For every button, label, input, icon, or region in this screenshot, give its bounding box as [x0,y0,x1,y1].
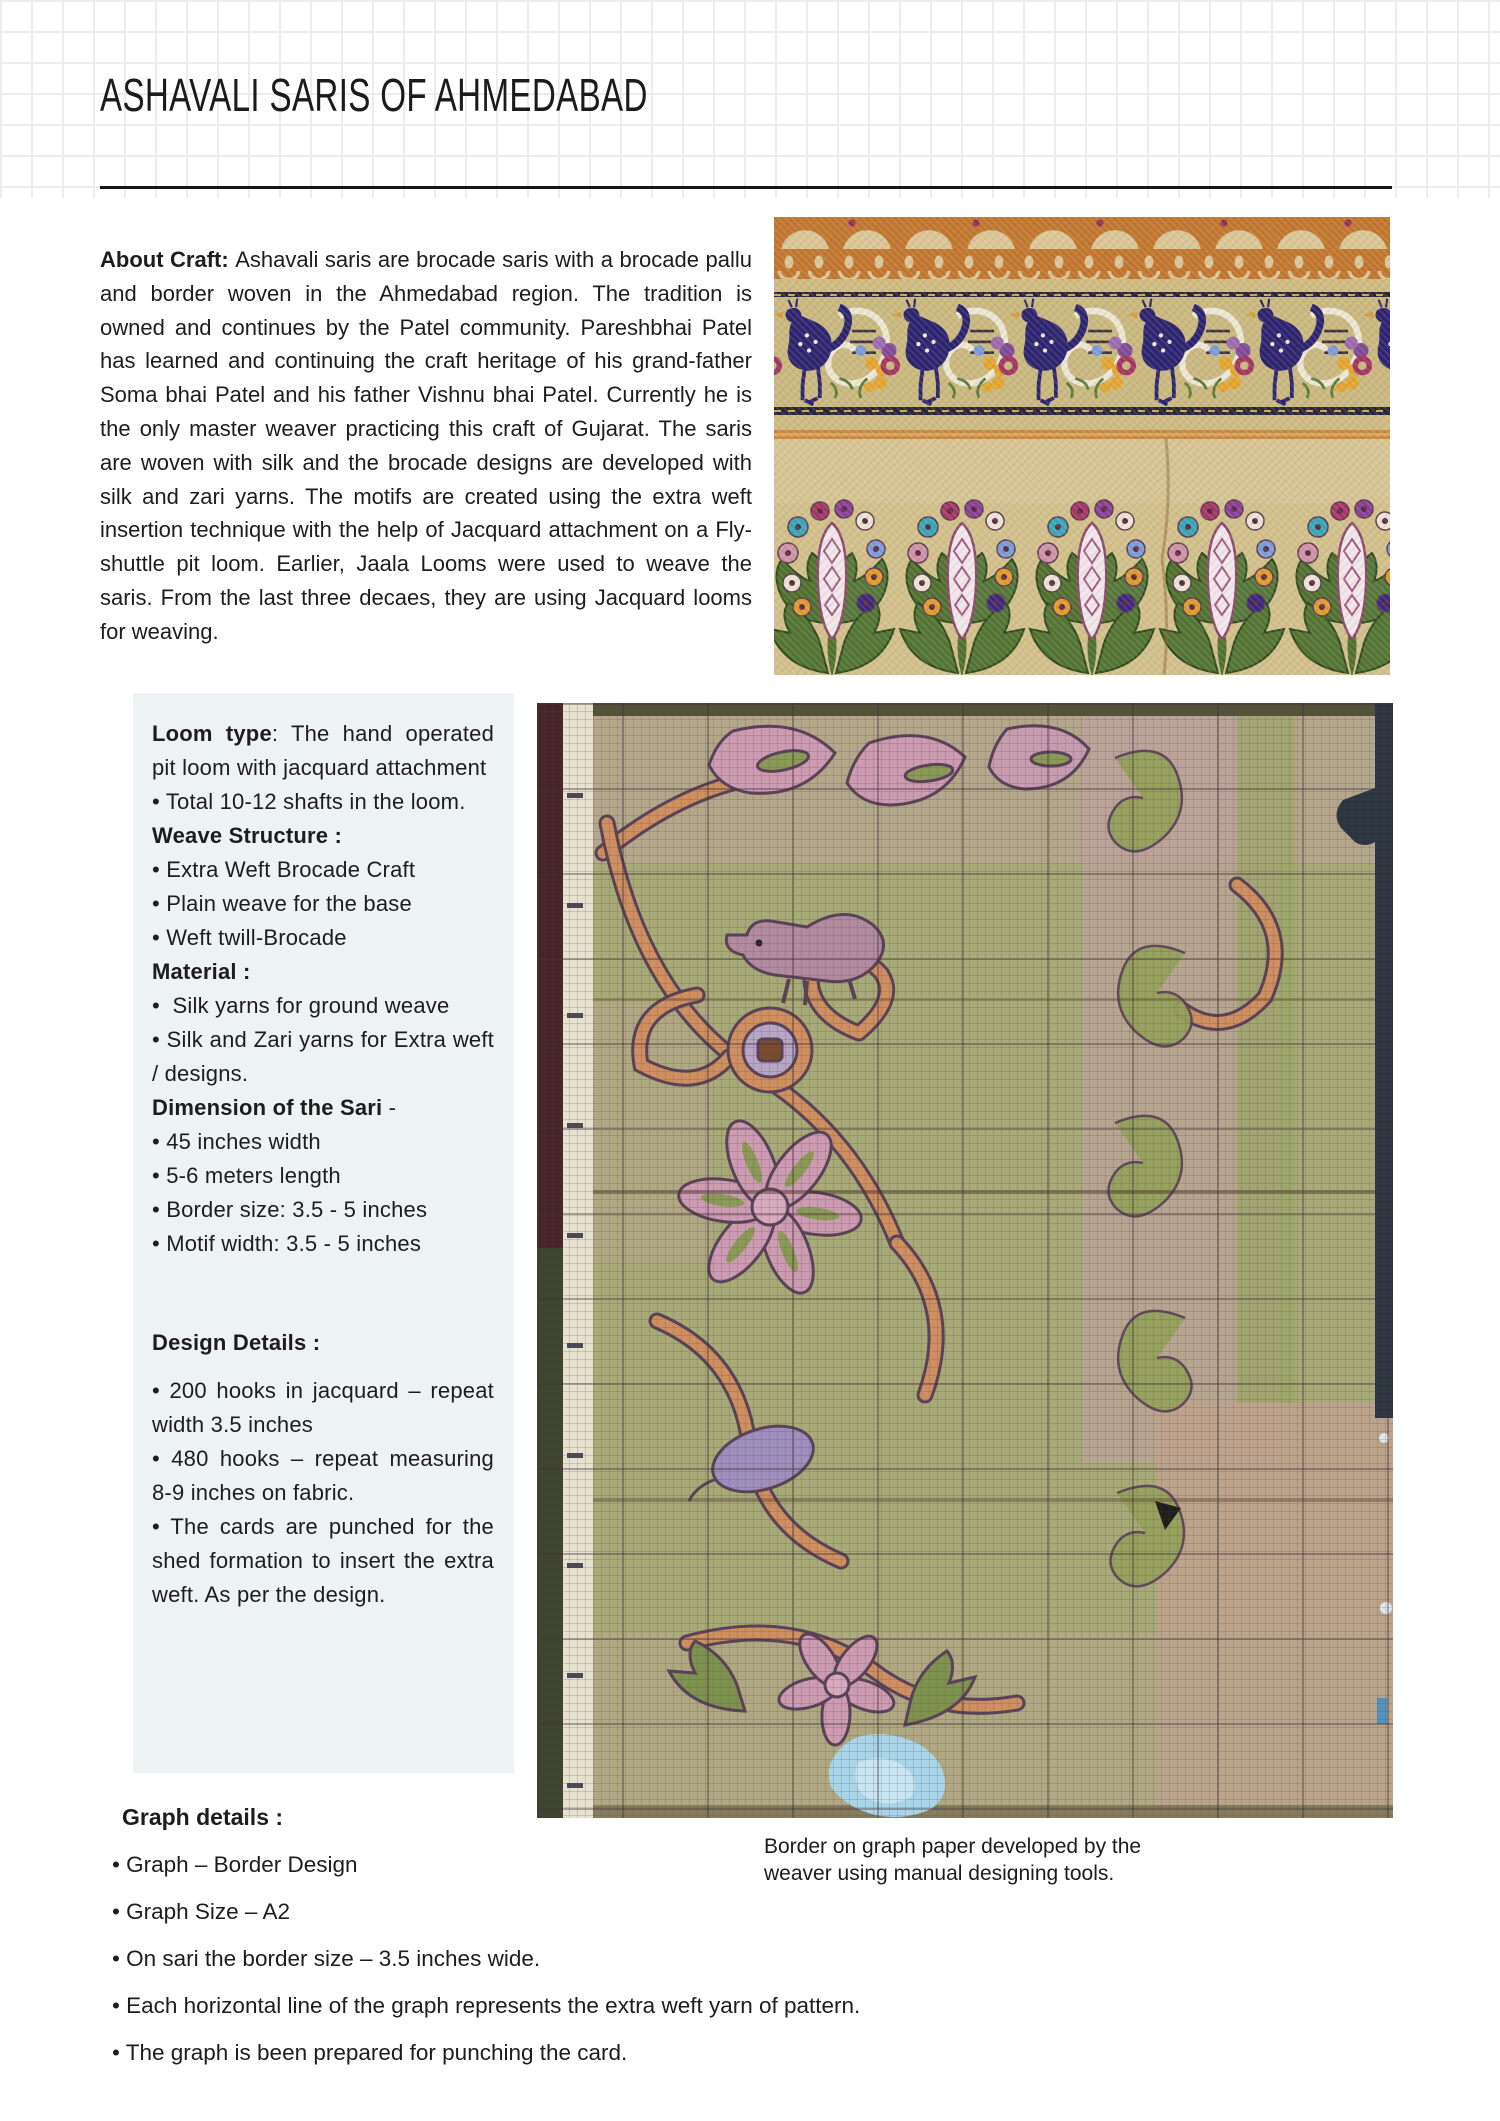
craft-info-panel [133,693,514,1773]
design-bullet: • The cards are punched for the shed formation to insert the extra weft. As per the design. [152,1514,494,1607]
design-bullet: • 480 hooks – repeat measuring 8-9 inches on fabric. [152,1446,494,1505]
material-heading: Material : [152,959,251,984]
material-bullet: • Silk and Zari yarns for Extra weft / designs. [152,1027,494,1086]
weave-bullet: • Plain weave for the base [152,891,412,916]
dimension-bullet: • Motif width: 3.5 - 5 inches [152,1231,422,1256]
graph-details-bullet: • On sari the border size – 3.5 inches wide. [112,1946,541,1971]
loom-bullet: • Total 10-12 shafts in the loom. [152,789,466,814]
graph-details-bullet: • Graph Size – A2 [112,1899,290,1924]
graph-details-bullet: • Each horizontal line of the graph represents the extra weft yarn of pattern. [112,1993,861,2018]
weave-bullet: • Weft twill-Brocade [152,925,347,950]
graph-grid-overlay [537,703,1393,1818]
loom-type-line: Loom type: The hand operated pit loom with jacquard attachment [152,721,494,780]
weave-bullet: • Extra Weft Brocade Craft [152,857,416,882]
graph-details-bullet: • Graph – Border Design [112,1852,358,1877]
material-bullet: • Silk yarns for ground weave [152,993,450,1018]
title-underline [100,186,1392,189]
about-craft-text: Ashavali saris are brocade saris with a brocade pallu and border woven in the Ahmedabad region. The tradition is owned and continues by the Patel community. Pareshbhai Patel has learned and continuing the craft heritage of his grand-father Soma bhai Patel and his father Vishnu bhai Patel. Currently he is the only master weaver practicing this craft of Gujarat. The saris are woven with silk and the brocade designs are developed with silk and zari yarns. The motifs are created using the extra weft insertion technique with the help of Jacquard attachment on a Fly-shuttle pit loom. Earlier, Jaala Looms were used to weave the saris. From the last three decaes, they are using Jacquard looms for weaving. [100,247,752,644]
graph-photo-caption: Border on graph paper developed by the weaver using manual designing tools. [764,1835,1142,1885]
dimension-heading: Dimension of the Sari - [152,1095,397,1120]
design-details-heading: Design Details : [152,1330,321,1355]
graph-details-heading: Graph details : [122,1804,284,1830]
dimension-bullet: • Border size: 3.5 - 5 inches [152,1197,428,1222]
graph-details-bullet: • The graph is been prepared for punching the card. [112,2040,628,2065]
about-craft-paragraph [100,243,752,649]
border-graph-photo [537,703,1393,1818]
weave-structure-heading: Weave Structure : [152,823,343,848]
sari-brocade-photo [774,217,1390,675]
design-bullet: • 200 hooks in jacquard – repeat width 3.5 inches [152,1378,494,1437]
page-title: ASHAVALI SARIS OF AHMEDABAD [100,69,648,121]
graph-details-section [112,1804,1212,2076]
about-craft-label: About Craft: [100,247,236,272]
dimension-bullet: • 5-6 meters length [152,1163,341,1188]
dimension-bullet: • 45 inches width [152,1129,321,1154]
